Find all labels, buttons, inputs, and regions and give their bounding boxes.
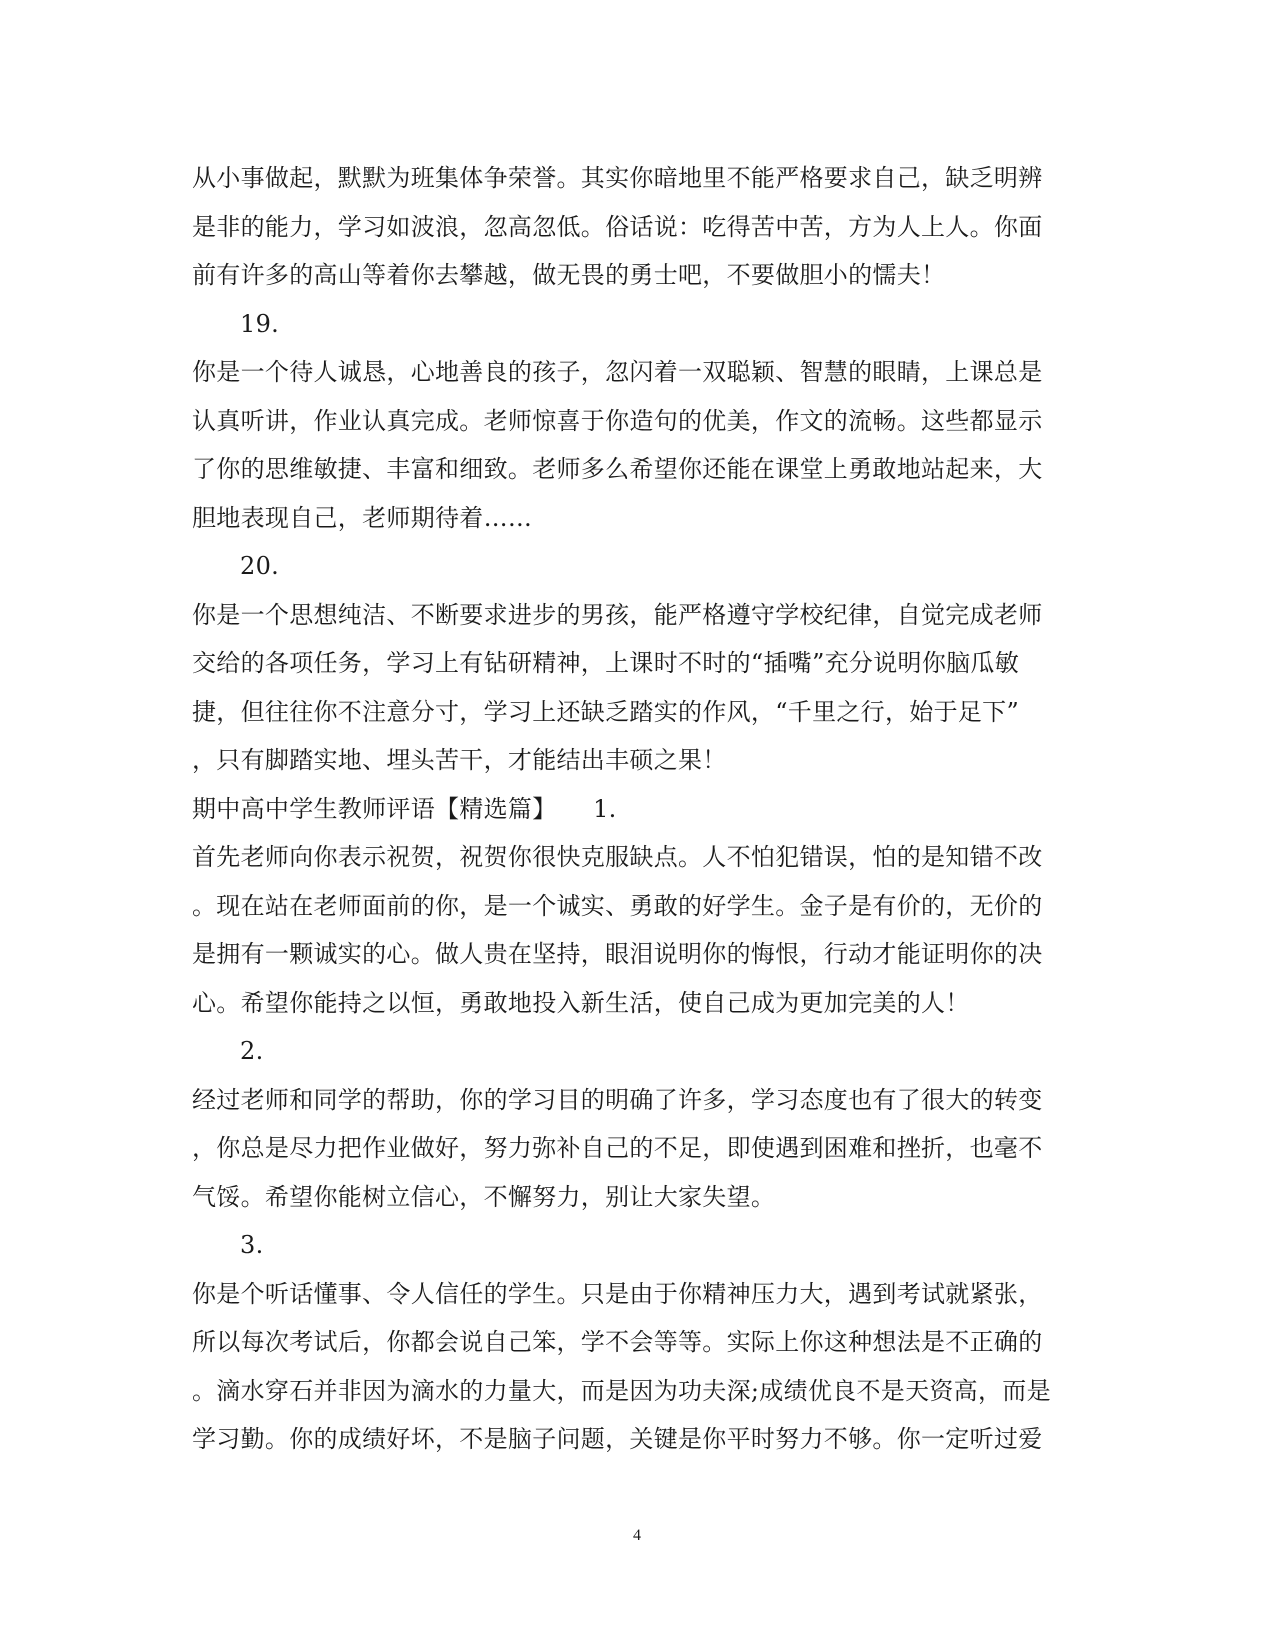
text-line: 从小事做起，默默为班集体争荣誉。其实你暗地里不能严格要求自己，缺乏明辨: [192, 164, 1043, 192]
text-line: 学习勤。你的成绩好坏，不是脑子问题，关键是你平时努力不够。你一定听过爱: [192, 1425, 1043, 1453]
item-number: 20.: [240, 552, 280, 580]
document-body: [192, 154, 1082, 1464]
item-number: 3.: [240, 1231, 264, 1259]
text-line: 首先老师向你表示祝贺，祝贺你很快克服缺点。人不怕犯错误，怕的是知错不改: [192, 843, 1043, 871]
text-line: 期中高中学生教师评语【精选篇】 1.: [192, 794, 617, 823]
item-number: 2.: [240, 1037, 264, 1065]
text-line: 认真听讲，作业认真完成。老师惊喜于你造句的优美，作文的流畅。这些都显示: [192, 406, 1043, 435]
text-line: 胆地表现自己，老师期待着……: [192, 503, 533, 532]
text-line: 前有许多的高山等着你去攀越，做无畏的勇士吧，不要做胆小的懦夫！: [192, 261, 946, 289]
text-line: ，你总是尽力把作业做好，努力弥补自己的不足，即使遇到困难和挫折，也毫不: [192, 1134, 1043, 1162]
text-line: 捷，但往往你不注意分寸，学习上还缺乏踏实的作风，“千里之行，始于足下”: [192, 697, 1020, 726]
text-line: 交给的各项任务，学习上有钻研精神，上课时不时的“插嘴”充分说明你脑瓜敏: [192, 649, 1020, 677]
text-line: 你是一个思想纯洁、不断要求进步的男孩，能严格遵守学校纪律，自觉完成老师: [192, 600, 1043, 629]
text-line: 。滴水穿石并非因为滴水的力量大，而是因为功夫深;成绩优良不是天资高，而是: [192, 1376, 1051, 1405]
text-line: 你是个听话懂事、令人信任的学生。只是由于你精神压力大，遇到考试就紧张，: [192, 1279, 1043, 1308]
page-number: 4: [633, 1527, 641, 1544]
text-line: 你是一个待人诚恳，心地善良的孩子，忽闪着一双聪颖、智慧的眼睛，上课总是: [192, 358, 1043, 386]
text-line: 所以每次考试后，你都会说自己笨，学不会等等。实际上你这种想法是不正确的: [192, 1328, 1043, 1356]
text-line: 经过老师和同学的帮助，你的学习目的明确了许多，学习态度也有了很大的转变: [192, 1085, 1043, 1114]
item-number: 19.: [240, 309, 280, 338]
text-line: 心。希望你能持之以恒，勇敢地投入新生活，使自己成为更加完美的人！: [192, 988, 970, 1017]
text-line: 是拥有一颗诚实的心。做人贵在坚持，眼泪说明你的悔恨，行动才能证明你的决: [192, 940, 1043, 968]
text-line: 气馁。希望你能树立信心，不懈努力，别让大家失望。: [192, 1182, 776, 1211]
text-line: 是非的能力，学习如波浪，忽高忽低。俗话说：吃得苦中苦，方为人上人。你面: [192, 212, 1043, 241]
text-line: 。现在站在老师面前的你，是一个诚实、勇敢的好学生。金子是有价的，无价的: [192, 891, 1043, 920]
text-line: ，只有脚踏实地、埋头苦干，才能结出丰硕之果！: [192, 746, 727, 774]
text-line: 了你的思维敏捷、丰富和细致。老师多么希望你还能在课堂上勇敢地站起来，大: [192, 455, 1043, 483]
